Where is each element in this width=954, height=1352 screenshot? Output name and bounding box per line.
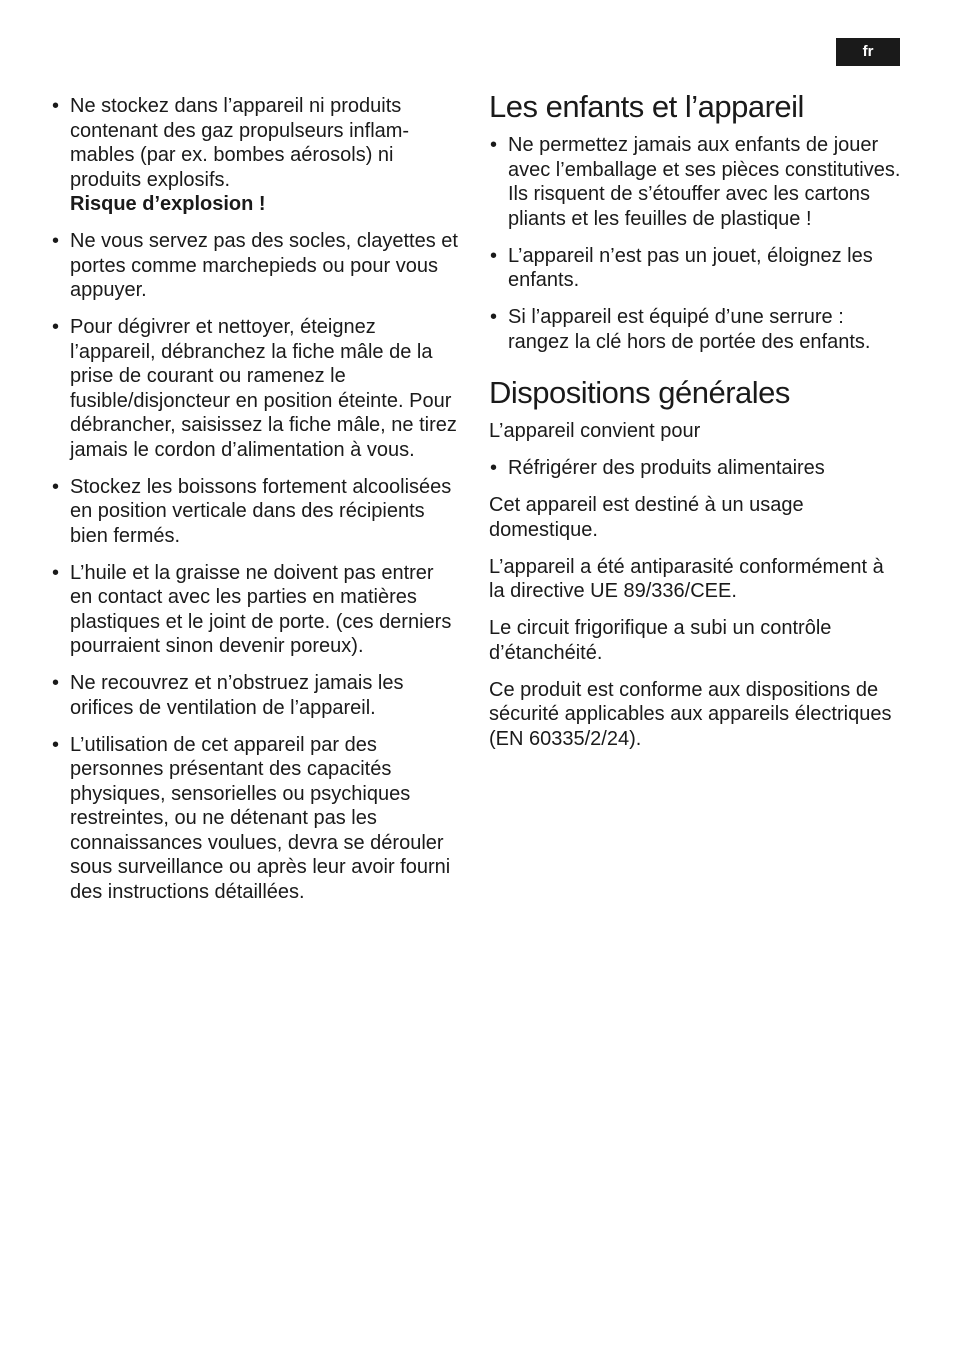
general-intro: L’appareil convient pour bbox=[489, 420, 701, 442]
general-paragraph: L’appareil a été antiparasité conformément à la directive UE 89/336/CEE. bbox=[489, 555, 884, 602]
bullet: • bbox=[52, 733, 60, 756]
safety-list bbox=[48, 94, 460, 904]
list-item bbox=[489, 305, 904, 354]
list-item-text: L’huile et la graisse ne doivent pas entrer en contact avec les parties en matières plastiques et le joint de porte. (ces derniers pourraient sinon devenir poreux). bbox=[70, 561, 452, 657]
list-item-text: Stockez les boissons fortement alcoolisées en position verticale dans des récipients bien fermés. bbox=[70, 475, 452, 547]
bullet: • bbox=[490, 134, 498, 156]
bullet: • bbox=[490, 244, 498, 267]
list-item bbox=[48, 315, 460, 462]
list-item-text: Ne stockez dans l’appareil ni produits contenant des gaz propulseurs inflammables (par ex. bombes aérosols) ni produits explosifs. bbox=[70, 95, 410, 191]
list-item-text: Réfrigérer des produits alimentaires bbox=[508, 457, 825, 479]
general-list bbox=[489, 456, 904, 481]
general-paragraph: Cet appareil est destiné à un usage domestique. bbox=[489, 494, 804, 541]
bullet: • bbox=[52, 561, 60, 584]
list-item bbox=[48, 475, 460, 549]
list-item-text: L’appareil n’est pas un jouet, éloignez les enfants. bbox=[508, 244, 873, 291]
list-item-text: Ne recouvrez et n’obstruez jamais les orifices de ventilation de l’appareil. bbox=[70, 672, 404, 719]
list-item-text: Ne vous servez pas des socles, clayettes et portes comme marchepieds ou pour vous appuyer. bbox=[70, 230, 458, 301]
general-paragraph: Ce produit est conforme aux dispositions de sécurité applicables aux appareils électriques (EN 60335/2/24). bbox=[489, 678, 892, 750]
left-column bbox=[48, 94, 460, 917]
explosion-warning: Risque d’explosion ! bbox=[70, 193, 266, 215]
list-item bbox=[48, 94, 460, 217]
list-item bbox=[48, 733, 460, 905]
bullet: • bbox=[52, 672, 60, 694]
section-title-general: Dispositions générales bbox=[489, 375, 790, 410]
list-item-text: Si l’appareil est équipé d’une serrure : rangez la clé hors de portée des enfants. bbox=[508, 306, 871, 353]
right-column bbox=[489, 88, 904, 764]
list-item-text: Pour dégivrer et nettoyer, éteignez l’appareil, débranchez la fiche mâle de la prise de courant ou ramenez le fusible/disjoncteur en position éteinte. Pour débrancher, saisissez la fiche mâle, ne tirez jamais le cordon d’alimentation à vous. bbox=[70, 316, 457, 461]
list-item bbox=[48, 229, 460, 303]
bullet: • bbox=[490, 457, 498, 479]
bullet: • bbox=[52, 230, 60, 252]
list-item-text: Ne permettez jamais aux enfants de jouer avec l’emballage et ses pièces constitutives. Ils risquent de s’étouffer avec les cartons pliants et les feuilles de plastique ! bbox=[508, 134, 901, 230]
bullet: • bbox=[52, 95, 60, 117]
list-item bbox=[489, 133, 904, 231]
bullet: • bbox=[52, 316, 60, 338]
language-tab: fr bbox=[836, 38, 900, 66]
list-item bbox=[48, 671, 460, 720]
bullet: • bbox=[52, 475, 60, 498]
list-item bbox=[489, 456, 904, 481]
bullet: • bbox=[490, 306, 498, 328]
list-item bbox=[48, 561, 460, 659]
general-paragraph: Le circuit frigorifique a subi un contrôle d’étanchéité. bbox=[489, 617, 832, 664]
section-title-children: Les enfants et l’appareil bbox=[489, 89, 804, 124]
children-list bbox=[489, 133, 904, 354]
list-item-text: L’utilisation de cet appareil par des personnes présentant des capacités physiques, sensorielles ou psychiques restreintes, ou ne détenant pas les connaissances voulues, devra se dérouler sous surveillance ou après leur avoir fourni des instructions détaillées. bbox=[70, 733, 451, 903]
list-item bbox=[489, 244, 904, 293]
